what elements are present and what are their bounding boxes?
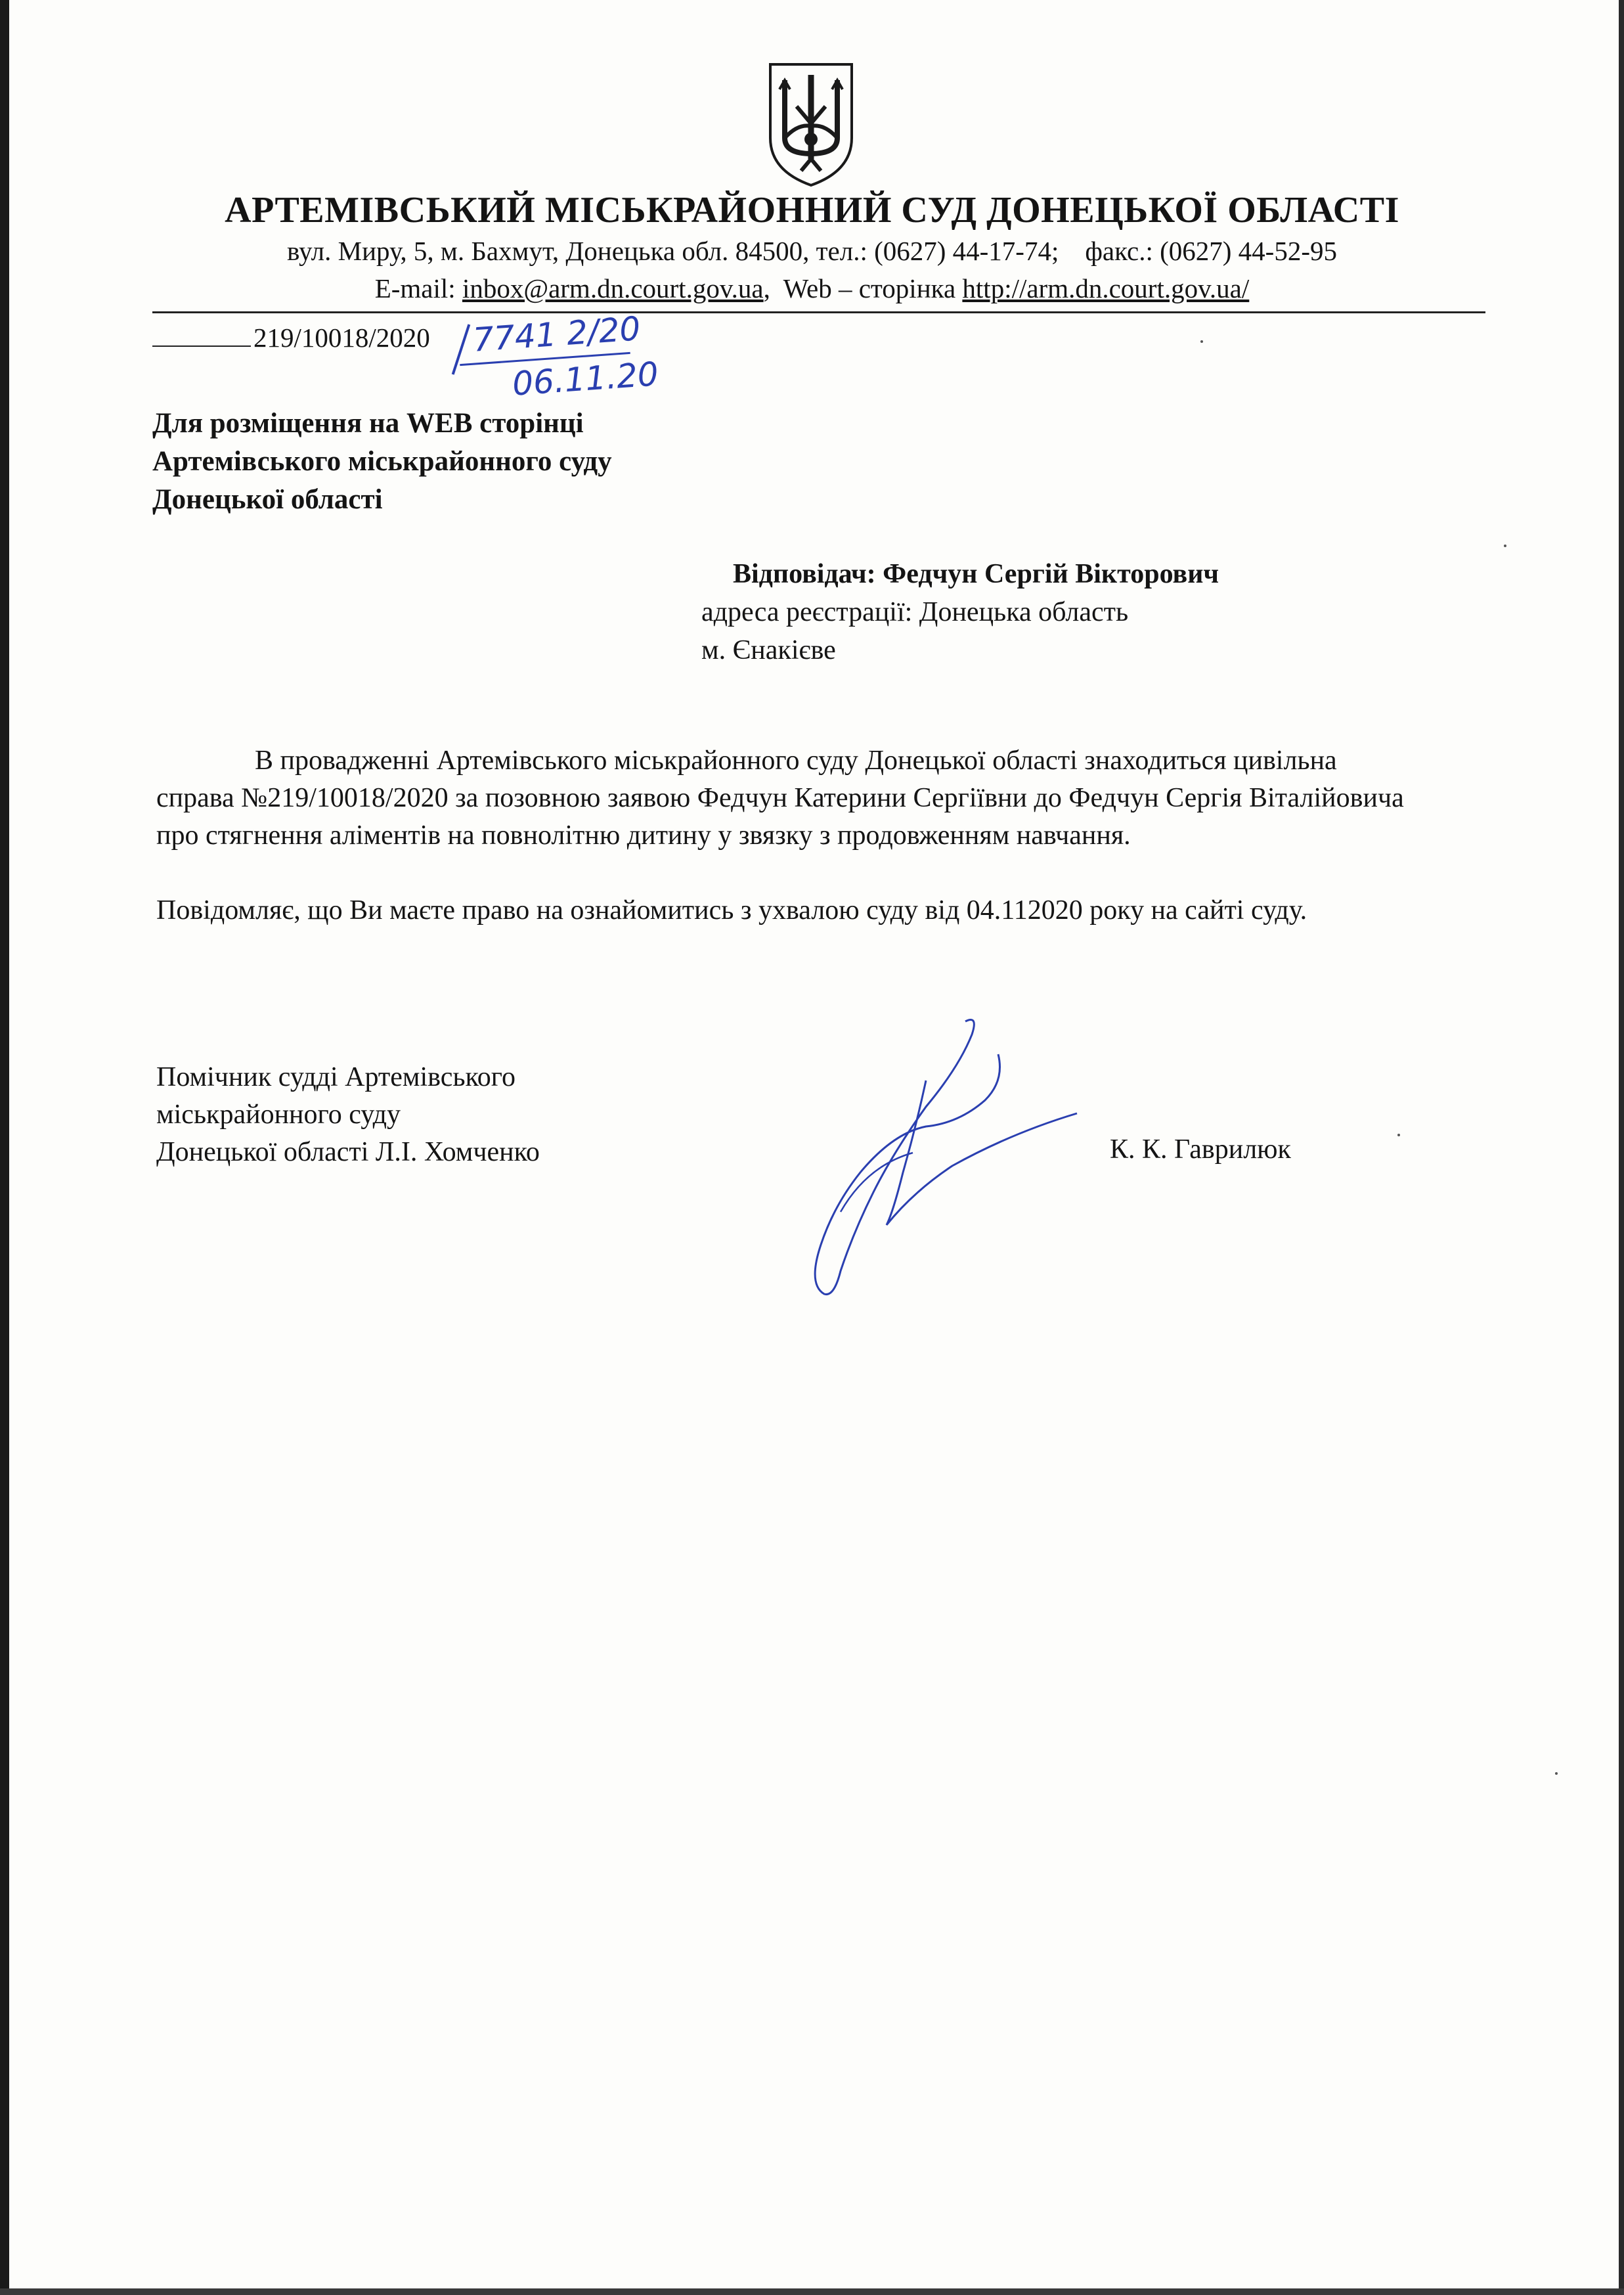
- court-fax: факс.: (0627) 44-52-95: [1085, 236, 1337, 266]
- defendant-block: [701, 555, 1219, 669]
- defendant-address-line: адреса реєстрації: Донецька область: [701, 597, 1129, 627]
- court-contacts: E-mail: inbox@arm.dn.court.gov.ua, Web – сторінка http://arm.dn.court.gov.ua/: [374, 273, 1250, 303]
- scan-speck: [1200, 340, 1203, 343]
- handwritten-slash: [452, 324, 471, 374]
- court-name: АРТЕМІВСЬКИЙ МІСЬКРАЙОННИЙ СУД ДОНЕЦЬКОЇ ОБЛАСТІ: [225, 190, 1399, 231]
- signatory-position: Донецької області Л.І. Хомченко: [156, 1137, 540, 1167]
- scan-edge-bottom: [0, 2288, 1624, 2295]
- reference-blank: [152, 326, 251, 347]
- notice-paragraph: Повідомляє, що Ви маєте право на ознайомитись з ухвалою суду від 04.112020 року на сайті суду.: [156, 895, 1307, 925]
- web-label: Web – сторінка: [783, 273, 956, 303]
- signature-block: [156, 1059, 540, 1171]
- placement-note: [152, 405, 612, 519]
- trident-coat-of-arms-icon: [765, 60, 857, 189]
- placement-line: Для розміщення на WEB сторінці: [152, 408, 584, 439]
- signer-name: К. К. Гаврилюк: [1110, 1134, 1291, 1165]
- placement-line: Артемівського міськрайонного суду: [152, 446, 612, 477]
- email-label: E-mail:: [374, 273, 456, 303]
- reference-line: [152, 322, 430, 353]
- notice-paragraph: В провадженні Артемівського міськрайонного суду Донецької області знаходиться цивільна справа №219/10018/2020 за позовною заявою Федчун Катерини Сергіївни до Федчун Сергія Віталійовича про стягнення аліментів на повнолітню дитину у звязку з продовженням навчання.: [156, 746, 1404, 851]
- court-address-text: вул. Миру, 5, м. Бахмут, Донецька обл. 84500, тел.: (0627) 44-17-74;: [287, 236, 1059, 266]
- handwritten-registration: 7741 2/20: [472, 309, 642, 359]
- header-divider: [152, 311, 1485, 313]
- scan-edge-right: [1619, 0, 1624, 2295]
- notice-body: [156, 742, 1404, 929]
- scan-edge-left: [0, 0, 9, 2295]
- scan-speck: [1397, 1134, 1400, 1136]
- signatory-position: Помічник судді Артемівського: [156, 1062, 516, 1092]
- signatory-position: міськрайонного суду: [156, 1100, 401, 1130]
- placement-line: Донецької області: [152, 484, 383, 515]
- handwritten-signature: [762, 1015, 1103, 1304]
- scan-speck: [1555, 1772, 1558, 1775]
- scan-speck: [1504, 545, 1506, 547]
- handwritten-date: 06.11.20: [511, 355, 660, 403]
- defendant-title: Відповідач: Федчун Сергій Вікторович: [733, 559, 1219, 589]
- case-number: 219/10018/2020: [253, 323, 430, 353]
- email-link[interactable]: inbox@arm.dn.court.gov.ua: [462, 273, 764, 303]
- defendant-address-line: м. Єнакієве: [701, 635, 836, 665]
- court-address: [0, 235, 1624, 267]
- web-link[interactable]: http://arm.dn.court.gov.ua/: [962, 273, 1250, 303]
